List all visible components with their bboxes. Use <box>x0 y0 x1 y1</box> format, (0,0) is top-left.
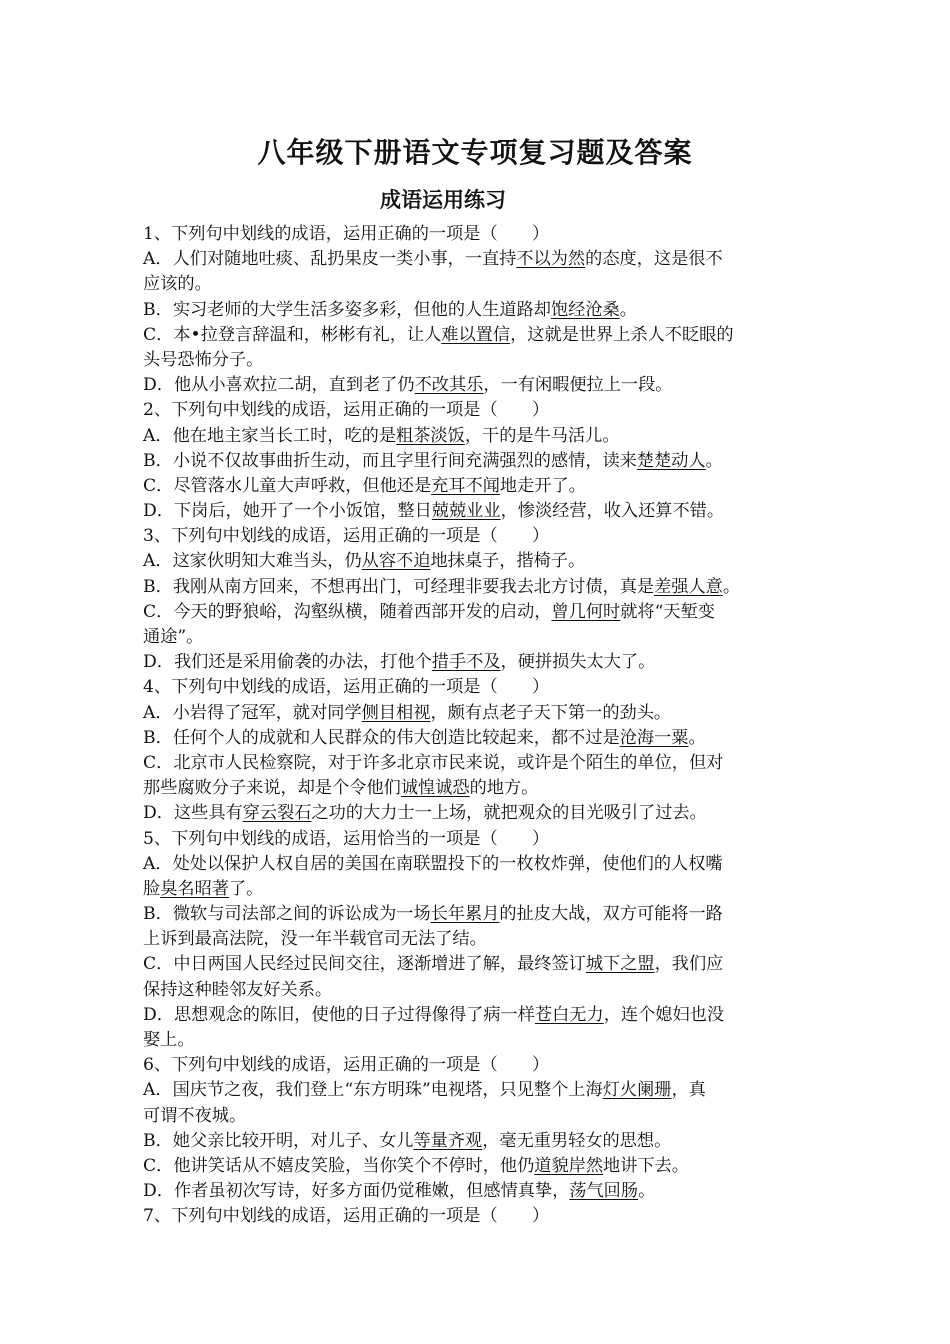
underlined-idiom: 城下之盟 <box>585 954 655 975</box>
text-line <box>143 272 803 297</box>
text-line <box>143 1028 803 1053</box>
line-text: A．国庆节之夜，我们登上“东方明珠”电视塔，只见整个上海 <box>143 1080 603 1101</box>
text-line <box>143 1104 803 1129</box>
underlined-idiom: 差强人意 <box>654 576 723 597</box>
line-text: ，连个媳妇也没 <box>603 1004 725 1025</box>
underlined-idiom: 曾几何时 <box>551 601 621 622</box>
text-line <box>143 852 803 877</box>
text-line <box>143 776 803 801</box>
underlined-idiom: 长年累月 <box>430 904 500 925</box>
line-text: 脸 <box>143 878 161 899</box>
text-line <box>143 298 803 323</box>
line-text: 2、下列句中划线的成语，运用正确的一项是（ ） <box>143 400 550 421</box>
line-text: 头号恐怖分子。 <box>143 349 264 370</box>
line-text: 的扯皮大战，双方可能将一路 <box>499 904 723 925</box>
text-line <box>143 575 803 600</box>
line-text: 6、下列句中划线的成语，运用正确的一项是（ ） <box>143 1055 550 1076</box>
underlined-idiom: 不改其乐 <box>414 375 484 396</box>
line-text: ，颇有点老子天下第一的劲头。 <box>430 702 672 723</box>
text-line <box>143 650 803 675</box>
text-line <box>143 1129 803 1154</box>
text-line <box>143 1003 803 1028</box>
text-line <box>143 373 803 398</box>
line-text: 上诉到最高法院，没一年半载官司无法了结。 <box>143 929 487 950</box>
underlined-idiom: 道貌岸然 <box>534 1155 604 1176</box>
line-text: 了。 <box>228 878 264 899</box>
line-text: ，惨淡经营，收入还算不错。 <box>500 501 725 522</box>
line-text: 可谓不夜城。 <box>143 1105 247 1126</box>
text-line <box>143 1204 803 1229</box>
line-text: ，我们应 <box>654 954 724 975</box>
text-line <box>143 801 803 826</box>
text-line <box>143 600 803 625</box>
text-line <box>143 247 803 272</box>
underlined-idiom: 饱经沧桑 <box>550 299 620 320</box>
line-text: C．今天的野狼峪，沟壑纵横，随着西部开发的启动， <box>143 601 552 622</box>
line-text: 地讲下去。 <box>603 1155 689 1176</box>
text-line <box>143 1053 803 1078</box>
line-text: 。 <box>688 727 706 748</box>
underlined-idiom: 等量齐观 <box>413 1130 483 1151</box>
line-text: ，真 <box>671 1080 706 1101</box>
line-text: D．思想观念的陈旧，使他的日子过得像得了病一样 <box>143 1004 535 1025</box>
line-text: B．实习老师的大学生活多姿多彩，但他的人生道路却 <box>143 299 551 320</box>
text-line <box>143 1078 803 1103</box>
line-text: 应该的。 <box>143 274 212 295</box>
text-line <box>143 701 803 726</box>
line-text: 。 <box>638 1181 656 1202</box>
line-text: 3、下列句中划线的成语，运用正确的一项是（ ） <box>143 526 550 547</box>
text-line <box>143 1179 803 1204</box>
underlined-idiom: 从容不迫 <box>361 551 431 572</box>
line-text: 。 <box>619 299 637 320</box>
text-line <box>143 524 803 549</box>
line-text: A．小岩得了冠军，就对同学 <box>143 702 362 723</box>
underlined-idiom: 难以置信 <box>441 324 511 345</box>
text-line <box>143 348 803 373</box>
document-title: 八年级下册语文专项复习题及答案 <box>257 136 693 169</box>
text-line <box>143 726 803 751</box>
line-text: C．本•拉登言辞温和，彬彬有礼，让人 <box>143 324 442 345</box>
underlined-idiom: 臭名昭著 <box>160 878 229 899</box>
underlined-idiom: 充耳不闻 <box>431 475 500 496</box>
text-line <box>143 424 803 449</box>
line-text: A．处处以保护人权自居的美国在南联盟投下的一枚枚炸弹，使他们的人权嘴 <box>143 853 723 874</box>
text-line <box>143 625 803 650</box>
text-line <box>143 751 803 776</box>
text-line <box>143 952 803 977</box>
line-text: 。 <box>705 450 723 471</box>
underlined-idiom: 粗茶淡饭 <box>396 425 465 446</box>
line-text: B．微软与司法部之间的诉讼成为一场 <box>143 904 431 925</box>
line-text: C．尽管落水儿童大声呼救，但他还是 <box>143 475 432 496</box>
line-text: B．任何个人的成就和人民群众的伟大创造比较起来，都不过是 <box>143 727 620 748</box>
line-text: A．他在地主家当长工时，吃的是 <box>143 425 397 446</box>
line-text: 之功的大力士一上场，就把观众的目光吸引了过去。 <box>311 803 707 824</box>
line-text: 通途”。 <box>143 627 204 647</box>
line-text: 4、下列句中划线的成语，运用正确的一项是（ ） <box>143 677 550 698</box>
text-line <box>143 877 803 902</box>
line-text: C．他讲笑话从不嬉皮笑脸，当你笑个不停时，他仍 <box>143 1155 535 1176</box>
line-text: 那些腐败分子来说，却是个令他们 <box>143 778 401 799</box>
line-text: 7、下列句中划线的成语，运用正确的一项是（ ） <box>143 1206 550 1227</box>
line-text: 的态度，这是很不 <box>585 249 723 270</box>
line-text: ，这就是世界上杀人不眨眼的 <box>510 324 734 345</box>
line-text: 1、下列句中划线的成语，运用正确的一项是（ ） <box>143 224 550 244</box>
line-text: 5、下列句中划线的成语，运用恰当的一项是（ ） <box>143 828 550 849</box>
text-line <box>143 902 803 927</box>
line-text: B．我刚从南方回来，不想再出门，可经理非要我去北方讨债，真是 <box>143 576 655 597</box>
text-line <box>143 323 803 348</box>
underlined-idiom: 不以为然 <box>516 249 586 270</box>
line-text: C．北京市人民检察院，对于许多北京市民来说，或许是个陌生的单位，但对 <box>143 752 724 773</box>
underlined-idiom: 措手不及 <box>431 652 501 673</box>
line-text: A．人们对随地吐痰、乱扔果皮一类小事，一直持 <box>143 249 517 270</box>
line-text: A．这家伙明知大难当头，仍 <box>143 551 362 572</box>
underlined-idiom: 诚惶诚恐 <box>400 778 470 799</box>
text-line <box>143 1154 803 1179</box>
underlined-idiom: 侧目相视 <box>361 702 431 723</box>
text-line <box>143 449 803 474</box>
line-text: ，干的是牛马活儿。 <box>464 425 620 446</box>
line-text: 的地方。 <box>469 778 539 799</box>
text-line <box>143 499 803 524</box>
line-text: D．下岗后，她开了一个小饭馆，整日 <box>143 501 432 522</box>
line-text: 地走开了。 <box>499 475 586 496</box>
line-text: D．作者虽初次写诗，好多方面仍觉稚嫩，但感情真挚， <box>143 1181 570 1202</box>
text-line <box>143 978 803 1003</box>
text-line <box>143 675 803 700</box>
line-text: ，毫无重男轻女的思想。 <box>482 1130 672 1151</box>
line-text: 娶上。 <box>143 1030 195 1050</box>
line-text: 。 <box>722 576 741 597</box>
text-line <box>143 549 803 574</box>
underlined-idiom: 兢兢业业 <box>431 501 501 522</box>
underlined-idiom: 沧海一粟 <box>619 727 689 748</box>
text-line <box>143 398 803 423</box>
underlined-idiom: 穿云裂石 <box>242 803 312 824</box>
line-text: C．中日两国人民经过民间交往，逐渐增进了解，最终签订 <box>143 954 586 975</box>
text-line <box>143 222 803 247</box>
line-text: B．小说不仅故事曲折生动，而且字里行间充满强烈的感情，读来 <box>143 450 637 471</box>
underlined-idiom: 荡气回肠 <box>569 1181 639 1202</box>
line-text: 地抹桌子，揩椅子。 <box>430 551 586 572</box>
underlined-idiom: 楚楚动人 <box>636 450 706 471</box>
line-text: 就将“天堑变 <box>620 601 715 622</box>
text-line <box>143 827 803 852</box>
line-text: B．她父亲比较开明，对儿子、女儿 <box>143 1130 414 1151</box>
line-text: 保持这种睦邻友好关系。 <box>143 979 333 1000</box>
line-text: ，一有闲暇便拉上一段。 <box>483 375 673 396</box>
line-text: D．这些具有 <box>143 803 243 824</box>
text-line <box>143 927 803 952</box>
section-title: 成语运用练习 <box>380 187 506 212</box>
underlined-idiom: 灯火阑珊 <box>602 1080 672 1101</box>
line-text: ，硬拼损失太大了。 <box>500 652 656 673</box>
line-text: D．他从小喜欢拉二胡，直到老了仍 <box>143 375 415 396</box>
text-line <box>143 474 803 499</box>
question-body <box>143 222 803 1230</box>
line-text: D．我们还是采用偷袭的办法，打他个 <box>143 652 432 673</box>
underlined-idiom: 苍白无力 <box>534 1004 604 1025</box>
